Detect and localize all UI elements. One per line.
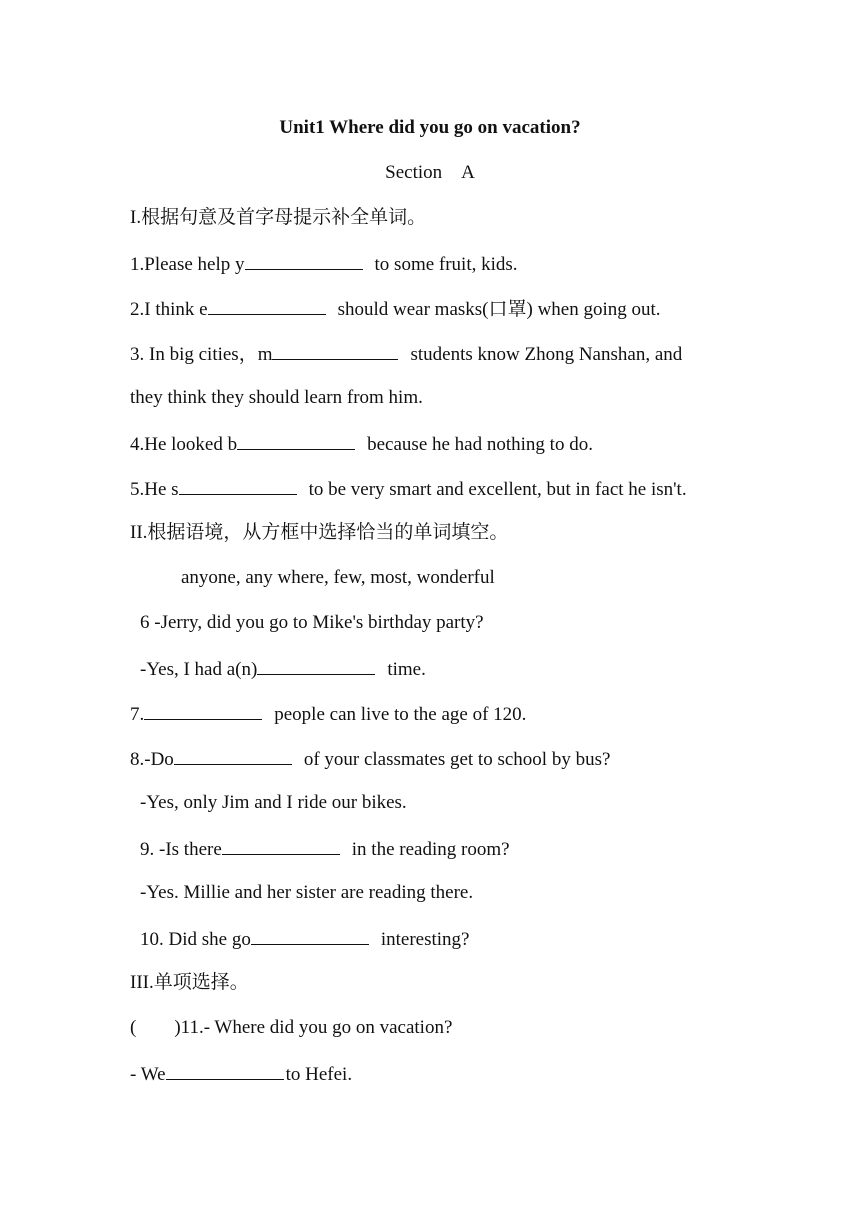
question-8-answer: -Yes, only Jim and I ride our bikes. (140, 792, 407, 813)
question-11 (130, 1016, 452, 1040)
section-label: Section A (385, 162, 475, 183)
answer-blank[interactable] (257, 656, 375, 675)
answer-blank[interactable] (245, 251, 363, 270)
question-text: to some fruit, kids. (374, 254, 518, 275)
question-text: should wear masks(口罩) when going out. (337, 299, 661, 320)
question-text: 7. (130, 704, 145, 725)
question-3-continued: they think they should learn from him. (130, 387, 423, 408)
question-2 (130, 296, 661, 322)
question-text: because he had nothing to do. (367, 434, 593, 455)
answer-bracket[interactable]: ( ) (130, 1017, 181, 1038)
question-text: - We (130, 1064, 166, 1085)
question-text: -Yes, I had a(n) (140, 659, 258, 680)
word-box: anyone, any where, few, most, wonderful (181, 567, 495, 588)
question-10 (140, 926, 469, 952)
question-text: to Hefei. (285, 1064, 353, 1085)
question-text: 9. -Is there (140, 839, 222, 860)
answer-blank[interactable] (222, 836, 340, 855)
question-text: students know Zhong Nanshan, and (410, 344, 683, 365)
answer-blank[interactable] (144, 701, 262, 720)
answer-blank[interactable] (251, 926, 369, 945)
part3-heading: III.单项选择。 (130, 972, 249, 993)
answer-blank[interactable] (272, 341, 398, 360)
question-text: 11.- Where did you go on vacation? (180, 1017, 453, 1038)
page-title: Unit1 Where did you go on vacation? (279, 117, 581, 138)
question-9-answer: -Yes. Millie and her sister are reading there. (140, 882, 474, 903)
question-8 (130, 746, 610, 772)
question-text: in the reading room? (351, 839, 510, 860)
question-6-answer (140, 656, 426, 682)
question-text: people can live to the age of 120. (274, 704, 527, 725)
question-5 (130, 476, 687, 502)
question-text: 3. In big cities，m (130, 344, 273, 365)
question-text: 4.He looked b (130, 434, 238, 455)
answer-blank[interactable] (179, 476, 297, 495)
question-text: 2.I think e (130, 299, 208, 320)
question-text: to be very smart and excellent, but in fact he isn't. (308, 479, 687, 500)
answer-blank[interactable] (166, 1061, 284, 1080)
question-text: 8.-Do (130, 749, 174, 770)
part2-heading: II.根据语境，从方框中选择恰当的单词填空。 (130, 522, 509, 543)
question-text: time. (387, 659, 426, 680)
answer-blank[interactable] (208, 296, 326, 315)
question-7 (130, 701, 526, 727)
part1-heading: I.根据句意及首字母提示补全单词。 (130, 207, 427, 228)
question-text: interesting? (380, 929, 470, 950)
question-11-answer (130, 1061, 352, 1087)
question-text: of your classmates get to school by bus? (303, 749, 611, 770)
question-text: 1.Please help y (130, 254, 245, 275)
question-text: 10. Did she go (140, 929, 251, 950)
answer-blank[interactable] (237, 431, 355, 450)
answer-blank[interactable] (174, 746, 292, 765)
question-9 (140, 836, 510, 862)
question-6: 6 -Jerry, did you go to Mike's birthday party? (140, 612, 484, 633)
question-4 (130, 431, 593, 457)
question-text: 5.He s (130, 479, 179, 500)
question-3 (130, 341, 682, 367)
question-1 (130, 251, 518, 277)
